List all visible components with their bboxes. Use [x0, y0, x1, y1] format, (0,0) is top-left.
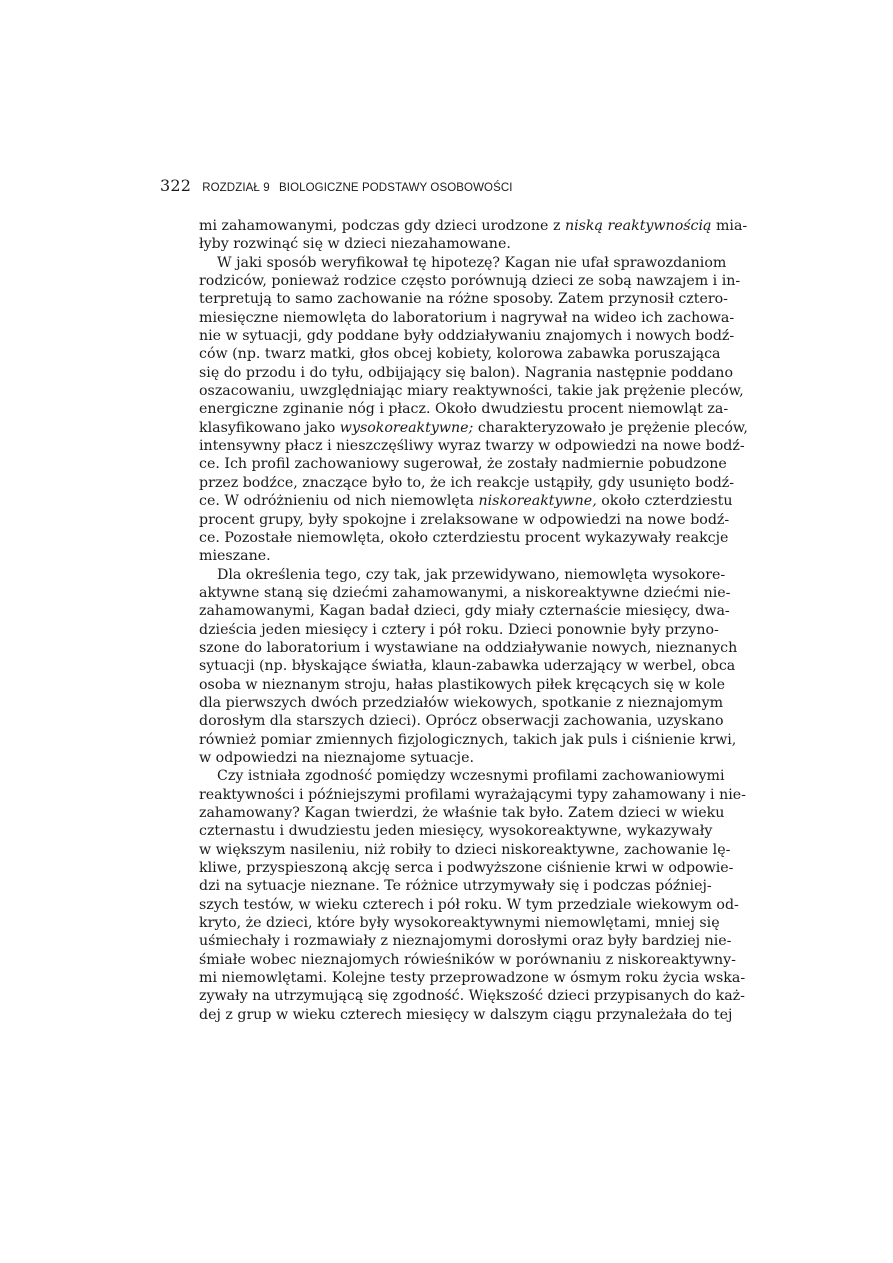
text-line: w większym nasileniu, niż robiły to dzieci niskoreaktywne, zachowanie lę-	[199, 841, 731, 858]
text-line: śmiałe wobec nieznajomych rówieśników w porównaniu z niskoreaktywny-	[199, 951, 736, 968]
text-line: rodziców, ponieważ rodzice często porównują dzieci ze sobą nawzajem i in-	[199, 273, 741, 290]
text-line: łyby rozwinąć się w dzieci niezahamowane.	[199, 236, 511, 253]
text-line: mi zahamowanymi, podczas gdy dzieci urodzone z niską reaktywnością mia-	[199, 218, 748, 234]
text-line: nie w sytuacji, gdy poddane były oddziaływaniu znajomych i nowych bodź-	[199, 328, 735, 345]
text-line: Dla określenia tego, czy tak, jak przewidywano, niemowlęta wysokore-	[217, 566, 726, 583]
text-line: terpretują to samo zachowanie na różne sposoby. Zatem przynosił cztero-	[199, 291, 728, 308]
text-line: ce. Ich profil zachowaniowy sugerował, że zostały nadmiernie pobudzone	[199, 456, 727, 473]
text-line: sytuacji (np. błyskające światła, klaun-zabawka uderzający w werbel, obca	[199, 658, 736, 675]
text-line: dej z grup w wieku czterech miesięcy w dalszym ciągu przynależała do tej	[199, 1006, 733, 1023]
text-line: szone do laboratorium i wystawiane na oddziaływanie nowych, nieznanych	[199, 639, 738, 656]
text-line: energiczne zginanie nóg i płacz. Około dwudziestu procent niemowląt za-	[199, 401, 729, 418]
text-line: aktywne staną się dziećmi zahamowanymi, a niskoreaktywne dziećmi nie-	[199, 584, 731, 601]
body-text	[199, 217, 748, 1024]
text-line: dzi na sytuacje nieznane. Te różnice utrzymywały się i podczas później-	[199, 878, 712, 895]
text-line: mi niemowlętami. Kolejne testy przeprowadzone w ósmym roku życia wska-	[199, 970, 746, 987]
text-line: uśmiechały i rozmawiały z nieznajomymi dorosłymi oraz były bardziej nie-	[199, 933, 732, 950]
text-line: kliwe, przyspieszoną akcję serca i podwyższone ciśnienie krwi w odpowie-	[199, 860, 734, 877]
text-line: zahamowanymi, Kagan badał dzieci, gdy miały czternaście miesięcy, dwa-	[199, 603, 730, 620]
text-line: osoba w nieznanym stroju, hałas plastikowych piłek kręcących się w kole	[199, 676, 726, 693]
text-line: w odpowiedzi na nieznajome sytuacje.	[199, 749, 474, 766]
text-line: się do przodu i do tyłu, odbijający się balon). Nagrania następnie poddano	[199, 364, 733, 381]
text-line: ców (np. twarz matki, głos obcej kobiety, kolorowa zabawka poruszająca	[199, 346, 721, 363]
text-line: szych testów, w wieku czterech i pół roku. W tym przedziale wiekowym od-	[199, 896, 739, 913]
text-line: dla pierwszych dwóch przedziałów wiekowych, spotkanie z nieznajomym	[199, 694, 724, 711]
text-line: zywały na utrzymującą się zgodność. Większość dzieci przypisanych do każ-	[199, 988, 745, 1005]
text-line: procent grupy, były spokojne i zrelaksowane w odpowiedzi na nowe bodź-	[199, 511, 730, 528]
text-line: klasyfikowano jako wysokoreaktywne; charakteryzowało je prężenie pleców,	[199, 419, 748, 436]
running-head	[202, 182, 512, 194]
page-number: 322	[160, 176, 192, 195]
text-line: czternastu i dwudziestu jeden miesięcy, wysokoreaktywne, wykazywały	[199, 823, 713, 840]
running-header	[160, 176, 720, 196]
text-line: dzieścia jeden miesięcy i cztery i pół roku. Dzieci ponownie były przyno-	[199, 621, 719, 638]
text-line: ce. Pozostałe niemowlęta, około czterdziestu procent wykazywały reakcje	[199, 529, 729, 546]
text-line: intensywny płacz i nieszczęśliwy wyraz twarzy w odpowiedzi na nowe bodź-	[199, 438, 745, 455]
chapter-title: BIOLOGICZNE PODSTAWY OSOBOWOŚCI	[279, 182, 513, 194]
text-line: przez bodźce, znaczące było to, że ich reakcje ustąpiły, gdy usunięto bodź-	[199, 474, 735, 491]
text-line: W jaki sposób weryfikował tę hipotezę? Kagan nie ufał sprawozdaniom	[217, 254, 727, 271]
text-line: oszacowaniu, uwzględniając miary reaktywności, takie jak prężenie pleców,	[199, 383, 744, 400]
text-line: kryto, że dzieci, które były wysokoreaktywnymi niemowlętami, mniej się	[199, 915, 720, 932]
text-line: miesięczne niemowlęta do laboratorium i nagrywał na wideo ich zachowa-	[199, 309, 735, 326]
text-line: reaktywności i późniejszymi profilami wyrażającymi typy zahamowany i nie-	[199, 786, 746, 803]
chapter-label: ROZDZIAŁ 9	[202, 182, 270, 194]
text-line: również pomiar zmiennych fizjologicznych, takich jak puls i ciśnienie krwi,	[199, 731, 737, 748]
text-line: mieszane.	[199, 548, 271, 565]
text-line: zahamowany? Kagan twierdzi, że właśnie tak było. Zatem dzieci w wieku	[199, 805, 725, 821]
text-line: dorosłym dla starszych dzieci). Oprócz obserwacji zachowania, uzyskano	[199, 713, 724, 730]
text-line: ce. W odróżnieniu od nich niemowlęta niskoreaktywne, około czterdziestu	[199, 493, 733, 510]
text-line: Czy istniała zgodność pomiędzy wczesnymi profilami zachowaniowymi	[217, 768, 725, 785]
